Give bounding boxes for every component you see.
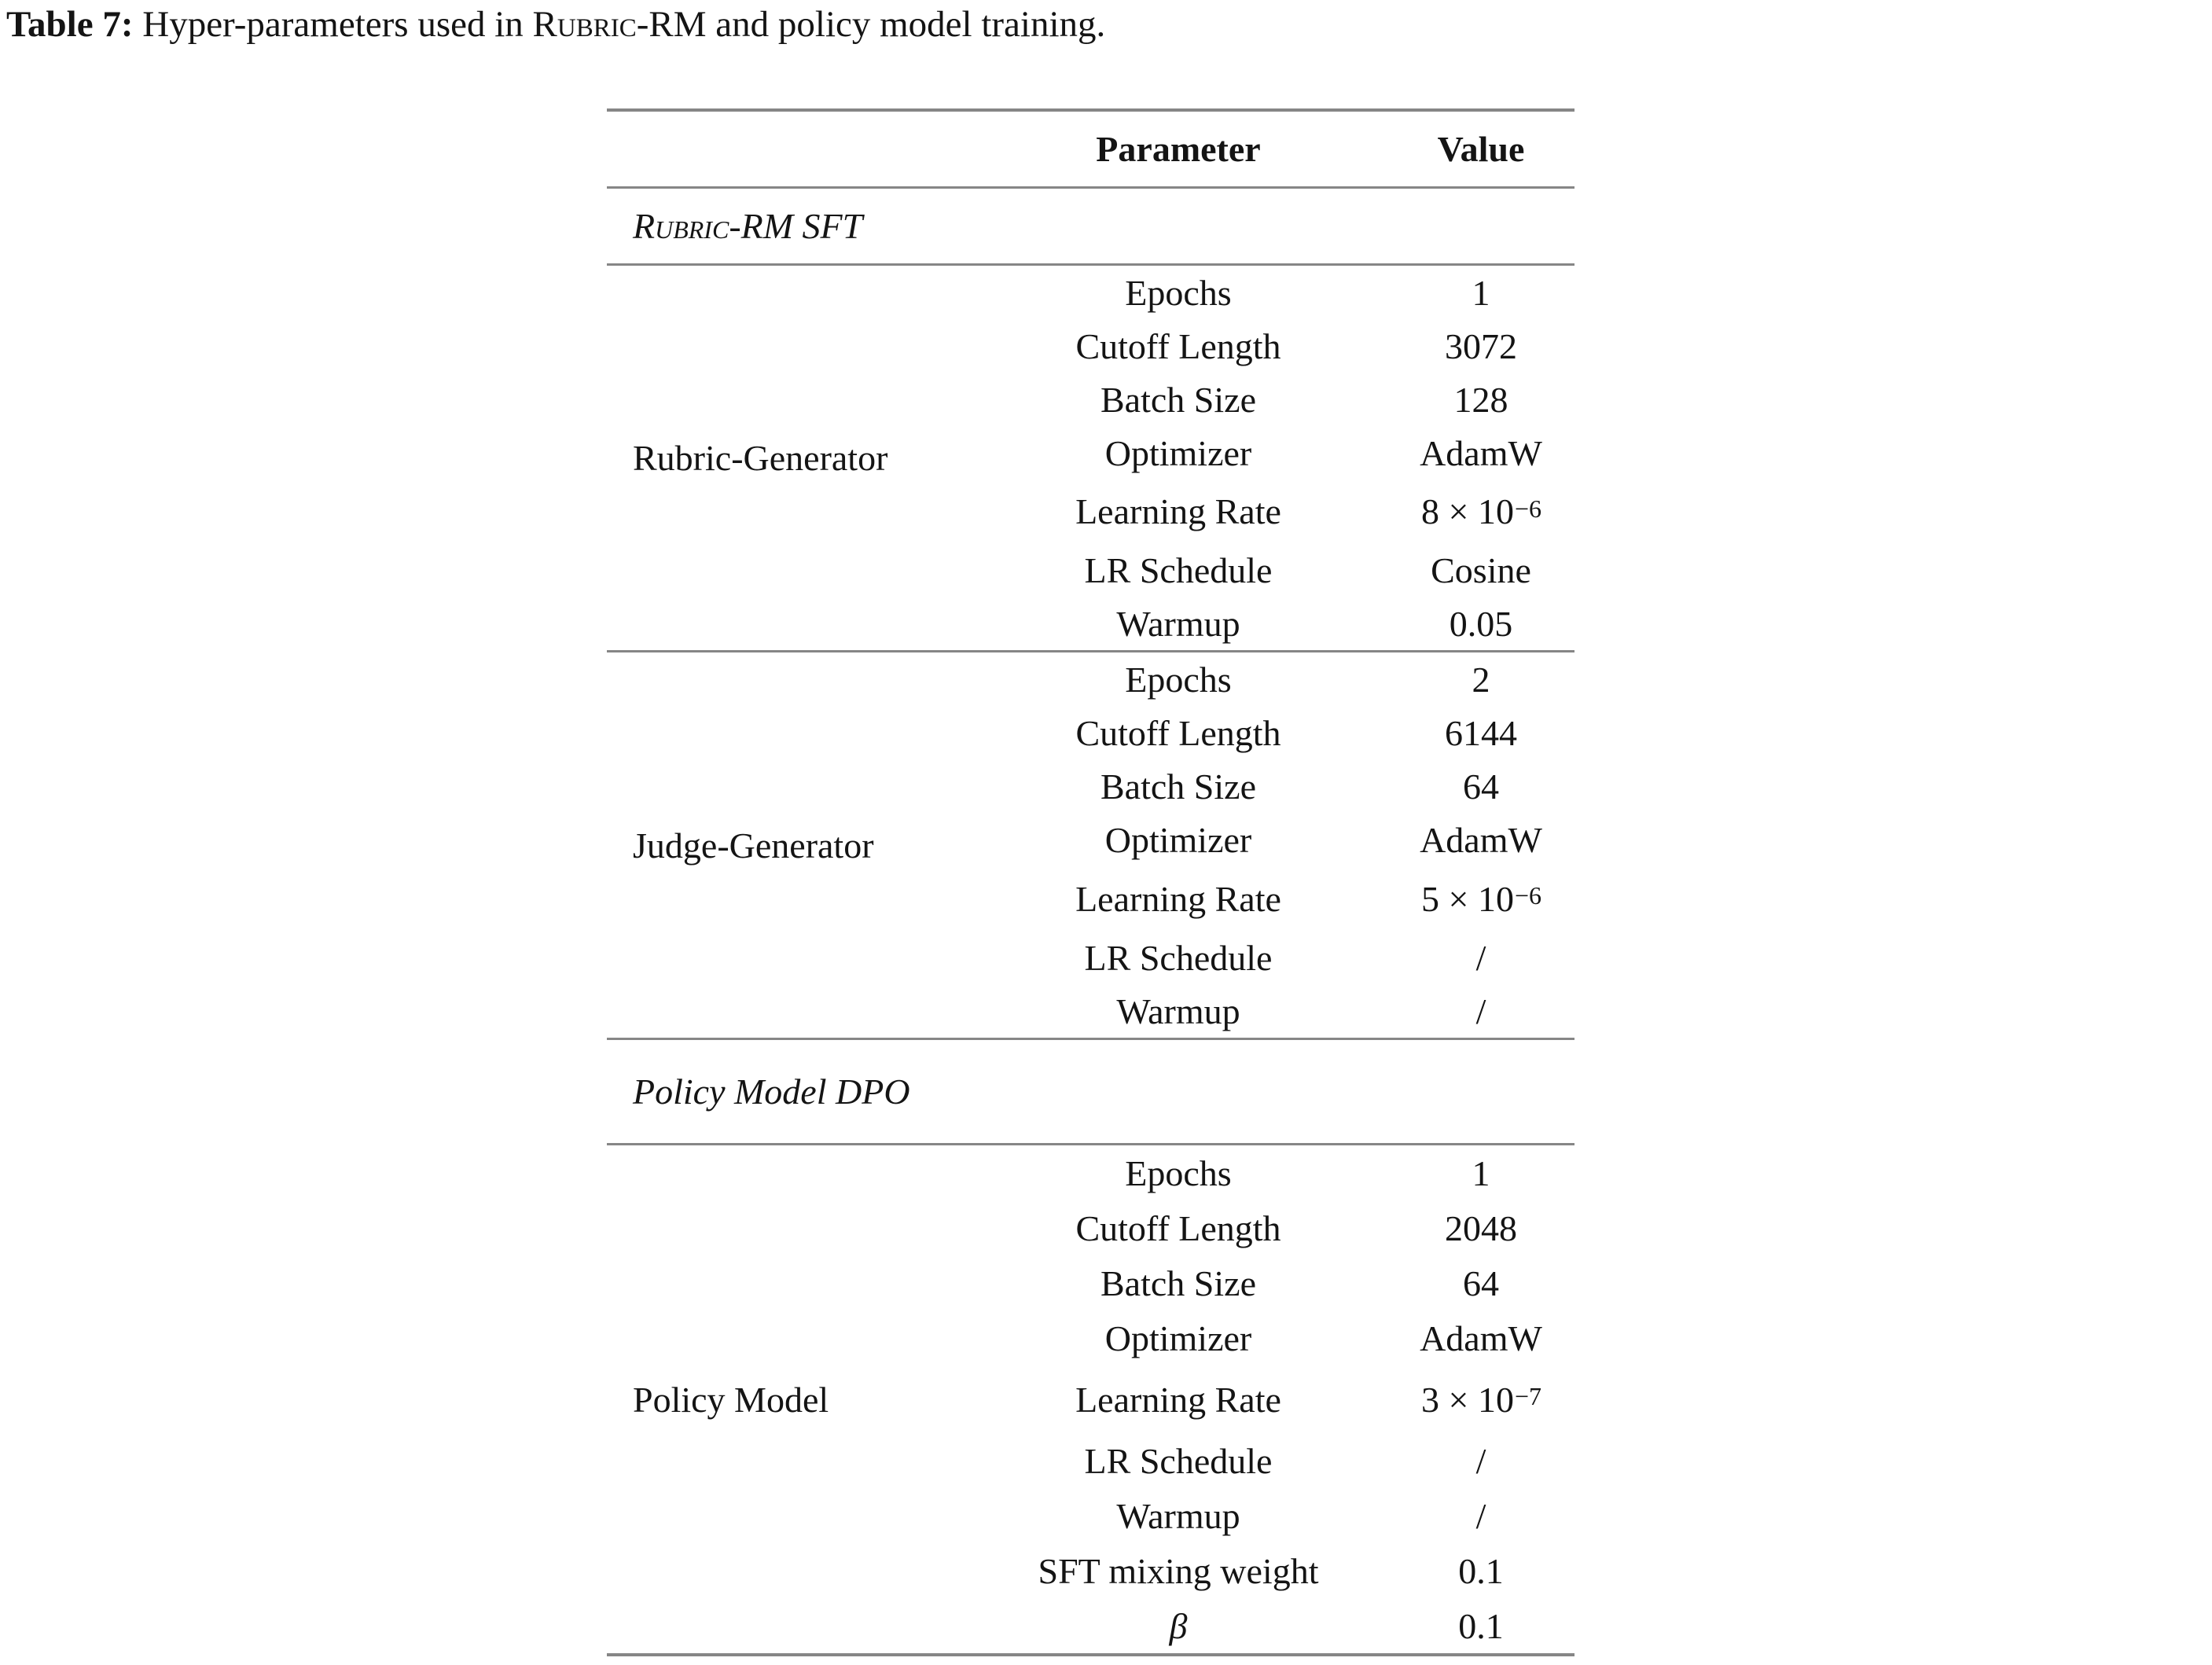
param-cell: Cutoff Length xyxy=(1075,1207,1281,1248)
column-header-value: Value xyxy=(1437,129,1525,169)
caption-smallcaps: Rubric xyxy=(532,4,637,45)
section-label-smallcaps: Rubric xyxy=(633,206,729,246)
value-cell: Cosine xyxy=(1431,549,1531,590)
value-cell: 64 xyxy=(1463,1263,1499,1303)
value-cell: 3 × 10 $^{-7}$ xyxy=(1421,1379,1541,1420)
section-header-rubric-rm-sft xyxy=(607,189,1574,263)
param-cell: SFT mixing weight xyxy=(1038,1550,1319,1591)
group-block-judge-generator xyxy=(607,652,1574,1038)
group-block-rubric-generator xyxy=(607,266,1574,650)
table-bottom-rule xyxy=(607,1653,1574,1656)
param-cell-beta: β xyxy=(1169,1605,1188,1646)
value-cell: / xyxy=(1475,1495,1486,1536)
value-cell: / xyxy=(1475,1440,1486,1481)
value-cell: 1 xyxy=(1472,1152,1490,1193)
value-cell: 6144 xyxy=(1445,712,1517,753)
param-cell: LR Schedule xyxy=(1084,937,1273,978)
value-cell: 5 × 10 $^{-6}$ xyxy=(1421,878,1541,919)
section-label-rest: -RM SFT xyxy=(729,206,863,246)
value-cell: 8 × 10 $^{-6}$ xyxy=(1421,491,1541,531)
param-cell: Epochs xyxy=(1125,1152,1232,1193)
group-label: Rubric-Generator xyxy=(633,438,888,478)
value-cell: / xyxy=(1475,991,1486,1031)
column-header-parameter: Parameter xyxy=(1096,129,1261,169)
param-cell: Optimizer xyxy=(1104,432,1252,473)
group-block-policy-model xyxy=(607,1145,1574,1653)
param-cell: Learning Rate xyxy=(1075,1379,1281,1420)
param-cell: Cutoff Length xyxy=(1075,325,1281,366)
value-cell: AdamW xyxy=(1420,819,1542,860)
param-cell: Warmup xyxy=(1116,1495,1240,1536)
table-header-row xyxy=(607,112,1574,186)
param-cell: Learning Rate xyxy=(1075,878,1281,919)
hyperparameter-table xyxy=(607,108,1574,1656)
value-cell: 3072 xyxy=(1445,325,1517,366)
value-cell: 0.05 xyxy=(1449,603,1513,644)
param-cell: Batch Size xyxy=(1100,766,1256,807)
param-cell: Batch Size xyxy=(1100,1263,1256,1303)
param-cell: Optimizer xyxy=(1104,819,1252,860)
value-cell: 128 xyxy=(1453,379,1508,420)
value-cell: 2048 xyxy=(1445,1207,1517,1248)
param-cell: Epochs xyxy=(1125,659,1232,700)
value-cell: 0.1 xyxy=(1458,1550,1504,1591)
param-cell: Learning Rate xyxy=(1075,491,1281,531)
param-cell: LR Schedule xyxy=(1084,549,1273,590)
caption-label: Table 7: xyxy=(6,4,134,45)
group-label: Policy Model xyxy=(633,1379,829,1420)
param-cell: Optimizer xyxy=(1104,1318,1252,1358)
group-label: Judge-Generator xyxy=(633,825,874,866)
param-cell: LR Schedule xyxy=(1084,1440,1273,1481)
value-cell: 2 xyxy=(1472,659,1490,700)
value-cell: 0.1 xyxy=(1458,1605,1504,1646)
value-cell: 1 xyxy=(1472,272,1490,313)
table-caption xyxy=(6,2,1105,48)
caption-text-1: Hyper-parameters used in xyxy=(133,4,533,45)
section-label: Policy Model DPO xyxy=(633,1071,910,1112)
value-cell: AdamW xyxy=(1420,1318,1542,1358)
param-cell: Cutoff Length xyxy=(1075,712,1281,753)
param-cell: Batch Size xyxy=(1100,379,1256,420)
value-cell: / xyxy=(1475,937,1486,978)
caption-text-2: -RM and policy model training. xyxy=(636,4,1106,45)
param-cell: Warmup xyxy=(1116,991,1240,1031)
section-header-policy-model-dpo xyxy=(607,1040,1574,1143)
value-cell: 64 xyxy=(1463,766,1499,807)
param-cell: Epochs xyxy=(1125,272,1232,313)
value-cell: AdamW xyxy=(1420,432,1542,473)
param-cell: Warmup xyxy=(1116,603,1240,644)
